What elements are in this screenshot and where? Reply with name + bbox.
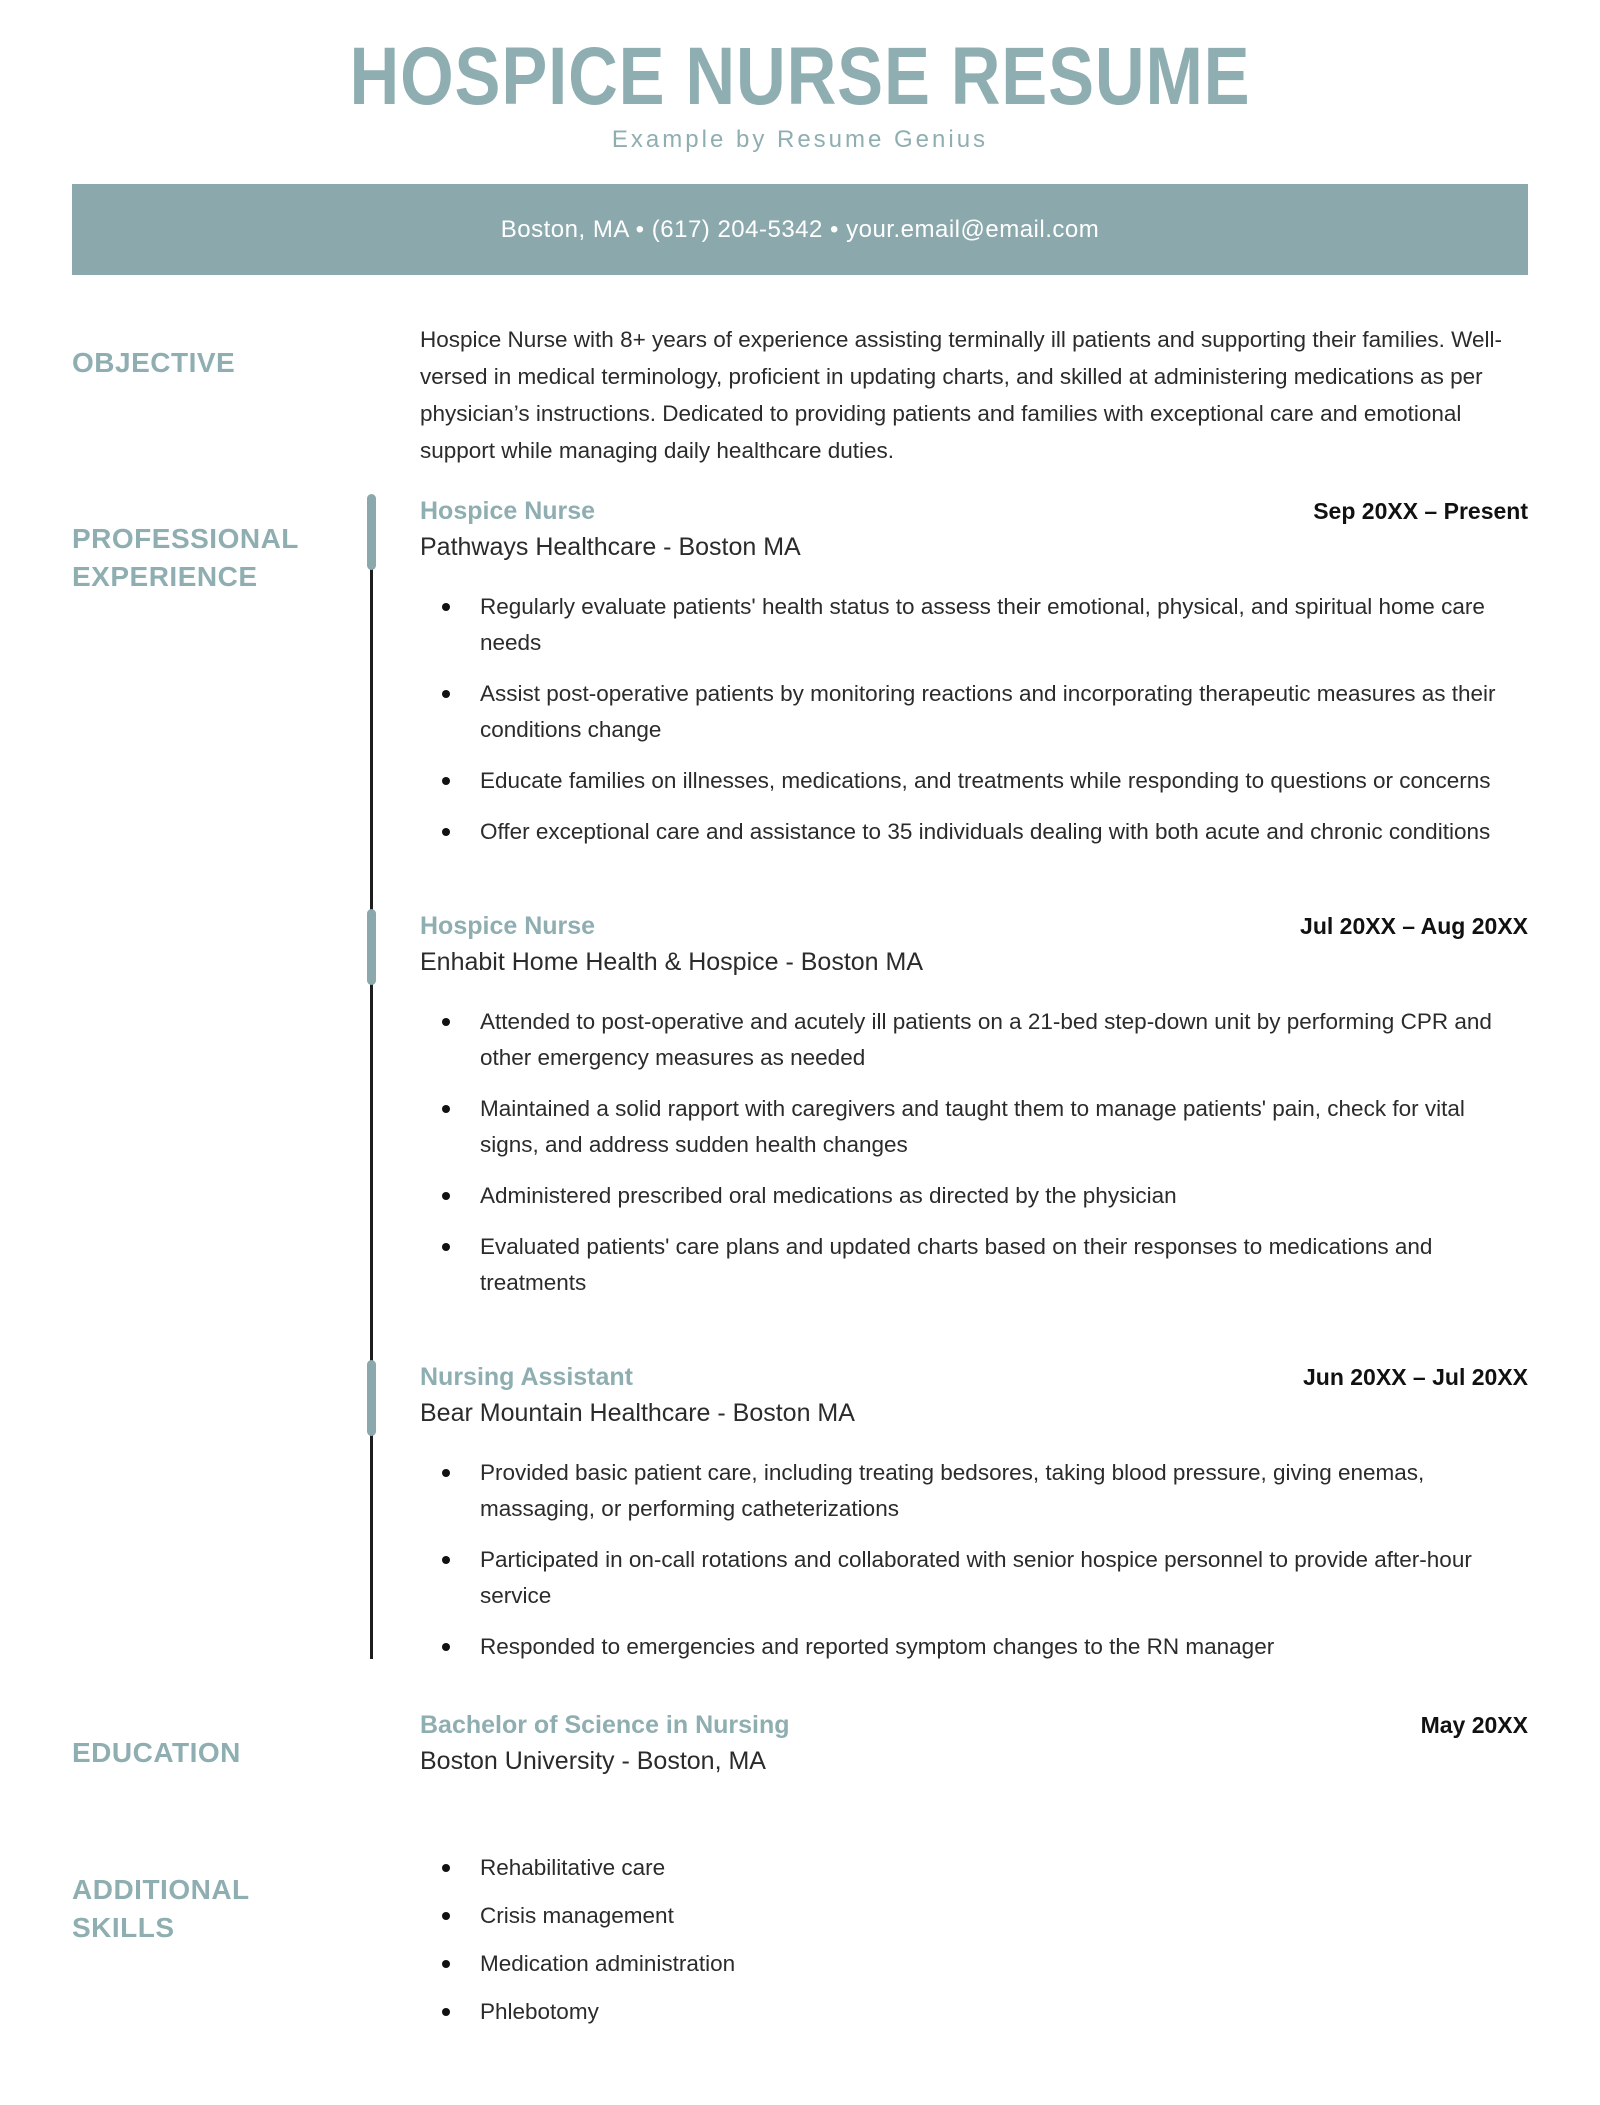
contact-bar <box>72 184 1528 275</box>
section-education <box>72 1711 1528 1795</box>
job-bullet: Offer exceptional care and assistance to 35 individuals dealing with both acute and chronic conditions <box>420 814 1528 850</box>
skill-item: Medication administration <box>420 1946 1528 1982</box>
section-skills <box>72 1848 1528 2042</box>
job-dates: Jun 20XX – Jul 20XX <box>1302 1364 1528 1391</box>
job-bullet: Participated in on-call rotations and collaborated with senior hospice personnel to provide after-hour service <box>420 1542 1528 1614</box>
job-bullet: Regularly evaluate patients' health status to assess their emotional, physical, and spiritual home care needs <box>420 589 1528 661</box>
job-bullet: Assist post-operative patients by monitoring reactions and incorporating therapeutic measures as their conditions change <box>420 676 1528 748</box>
job-bullet-list <box>420 1455 1528 1665</box>
skills-heading: ADDITIONAL SKILLS <box>72 1873 250 1943</box>
skill-item: Crisis management <box>420 1898 1528 1934</box>
job-header <box>420 1363 1528 1392</box>
skills-list <box>420 1850 1528 2042</box>
education-heading: EDUCATION <box>72 1737 241 1769</box>
job-dates: Sep 20XX – Present <box>1313 498 1528 525</box>
page-title: HOSPICE NURSE RESUME <box>349 31 1251 122</box>
job-header <box>420 912 1528 941</box>
education-school: Boston University - Boston, MA <box>420 1747 766 1776</box>
education-degree: Bachelor of Science in Nursing <box>420 1711 790 1740</box>
skill-item: Phlebotomy <box>420 1994 1528 2030</box>
section-objective <box>72 321 1528 469</box>
job-header <box>420 497 1528 526</box>
page-subtitle: Example by Resume Genius <box>611 126 989 154</box>
resume-header <box>0 31 1600 275</box>
contact-info: Boston, MA • (617) 204-5342 • your.email@email.com <box>500 215 1100 243</box>
job-bullet: Responded to emergencies and reported symptom changes to the RN manager <box>420 1629 1528 1665</box>
job-title: Nursing Assistant <box>420 1363 634 1392</box>
job-company: Bear Mountain Healthcare - Boston MA <box>420 1399 855 1428</box>
education-header <box>420 1711 1528 1740</box>
job-bullet: Educate families on illnesses, medications, and treatments while responding to questions or concerns <box>420 763 1528 799</box>
job-entry <box>420 912 1528 1301</box>
job-bullet: Maintained a solid rapport with caregivers and taught them to manage patients' pain, check for vital signs, and address sudden health changes <box>420 1091 1528 1163</box>
experience-heading: PROFESSIONAL EXPERIENCE <box>72 523 299 593</box>
job-entry <box>420 1363 1528 1665</box>
job-title: Hospice Nurse <box>420 497 596 526</box>
job-dates: Jul 20XX – Aug 20XX <box>1300 913 1528 940</box>
objective-text: Hospice Nurse with 8+ years of experience assisting terminally ill patients and supporting their families. Well-versed in medical terminology, proficient in updating charts, and skilled at administering medications as per physician’s instructions. Dedicated to providing patients and families with exceptional care and emotional support while managing daily healthcare duties. <box>420 327 1502 464</box>
education-entry <box>420 1711 1528 1776</box>
job-title: Hospice Nurse <box>420 912 596 941</box>
job-company: Enhabit Home Health & Hospice - Boston MA <box>420 948 924 977</box>
job-company: Pathways Healthcare - Boston MA <box>420 533 801 562</box>
job-bullet: Evaluated patients' care plans and updated charts based on their responses to medications and treatments <box>420 1229 1528 1301</box>
objective-heading: OBJECTIVE <box>72 347 236 379</box>
job-bullet: Administered prescribed oral medications as directed by the physician <box>420 1178 1528 1214</box>
job-entry <box>420 497 1528 850</box>
job-bullet-list <box>420 589 1528 850</box>
resume-body <box>72 321 1528 2041</box>
education-dates: May 20XX <box>1420 1712 1528 1739</box>
skill-item: Rehabilitative care <box>420 1850 1528 1886</box>
job-bullet-list <box>420 1004 1528 1301</box>
job-bullet: Provided basic patient care, including treating bedsores, taking blood pressure, giving enemas, massaging, or performing catheterizations <box>420 1455 1528 1527</box>
section-experience <box>72 497 1528 1665</box>
job-bullet: Attended to post-operative and acutely ill patients on a 21-bed step-down unit by performing CPR and other emergency measures as needed <box>420 1004 1528 1076</box>
job-list <box>420 497 1528 1665</box>
